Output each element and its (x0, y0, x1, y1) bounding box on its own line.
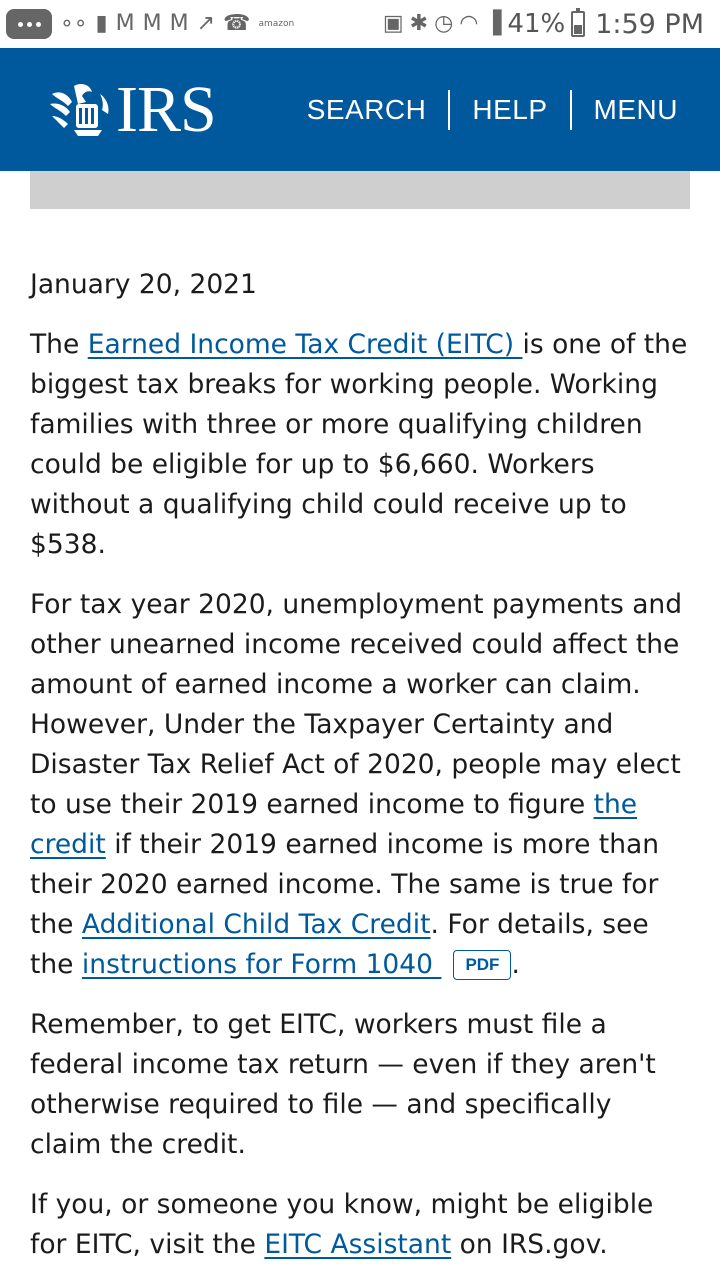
battery-saver-icon: ▣ (382, 11, 404, 36)
notification-icons (6, 9, 383, 39)
status-bar (0, 0, 720, 48)
text: on IRS.gov. (451, 1229, 608, 1260)
missed-call-icon: ↗ (196, 11, 216, 36)
breadcrumb-bar (30, 171, 690, 209)
form-1040-instructions-link[interactable]: instructions for Form 1040 (81, 949, 442, 980)
battery-icon (571, 11, 585, 37)
gmail-icon: M (115, 11, 135, 36)
pdf-badge[interactable]: PDF (453, 950, 511, 980)
text: . (511, 949, 520, 980)
additional-child-tax-credit-link[interactable]: Additional Child Tax Credit (81, 909, 431, 940)
text: If you, or someone you know, might be eligible for EITC, visit the (30, 1189, 654, 1260)
alarm-icon: ◷ (434, 11, 454, 36)
paragraph-tax-year-2020 (30, 585, 690, 985)
clock: 1:59 PM (595, 8, 704, 40)
system-icons (383, 9, 704, 40)
text: is one of the biggest tax breaks for working people. Working families with three or more qualifying children could be eligible for up to $6,660. Workers without a qualifying child could receive up to $538. (30, 329, 688, 560)
the-credit-link[interactable]: the credit (30, 789, 638, 860)
eitc-assistant-link[interactable]: EITC Assistant (264, 1229, 452, 1260)
text: For tax year 2020, unemployment payments and other unearned income received could affect the amount of earned income a worker can claim. However, Under the Taxpayer Certainty and Disaster Tax Relief Act of 2020, people may elect to use their 2019 earned income to figure (30, 589, 683, 820)
site-header (0, 48, 720, 171)
message-icon: ▮ (95, 11, 108, 36)
signal-icon: ▐ (484, 11, 502, 36)
article-body (30, 265, 690, 1280)
paragraph-file-return: Remember, to get EITC, workers must file a federal income tax return — even if they aren't otherwise required to file — and specifically claim the credit. (30, 1009, 656, 1160)
wifi-call-icon: ☎ (223, 11, 251, 36)
text: The (30, 329, 88, 360)
wifi-icon: ◠ (459, 11, 479, 36)
menu-link[interactable]: MENU (593, 93, 678, 125)
text: . For details, see the (30, 909, 649, 980)
search-link[interactable]: SEARCH (306, 93, 427, 125)
gmail-icon: M (142, 11, 162, 36)
amazon-icon: amazon (258, 18, 295, 29)
more-notifications-icon (6, 9, 52, 39)
bluetooth-icon: ✱ (409, 11, 429, 36)
paragraph-eitc-intro (30, 325, 690, 565)
voicemail-icon: ∘∘ (60, 11, 88, 36)
text: if their 2019 earned income is more than their 2020 earned income. The same is true for the (30, 829, 660, 940)
help-link[interactable]: HELP (472, 93, 548, 125)
article-date: January 20, 2021 (30, 269, 257, 300)
irs-logo[interactable] (46, 72, 285, 146)
paragraph-eitc-assistant (30, 1185, 690, 1265)
eitc-link[interactable]: Earned Income Tax Credit (EITC) (87, 329, 523, 360)
logo-text: IRS (116, 72, 216, 146)
battery-percent: 41% (507, 9, 566, 39)
eagle-icon (46, 80, 114, 140)
gmail-icon: M (169, 11, 189, 36)
header-nav (285, 90, 678, 130)
